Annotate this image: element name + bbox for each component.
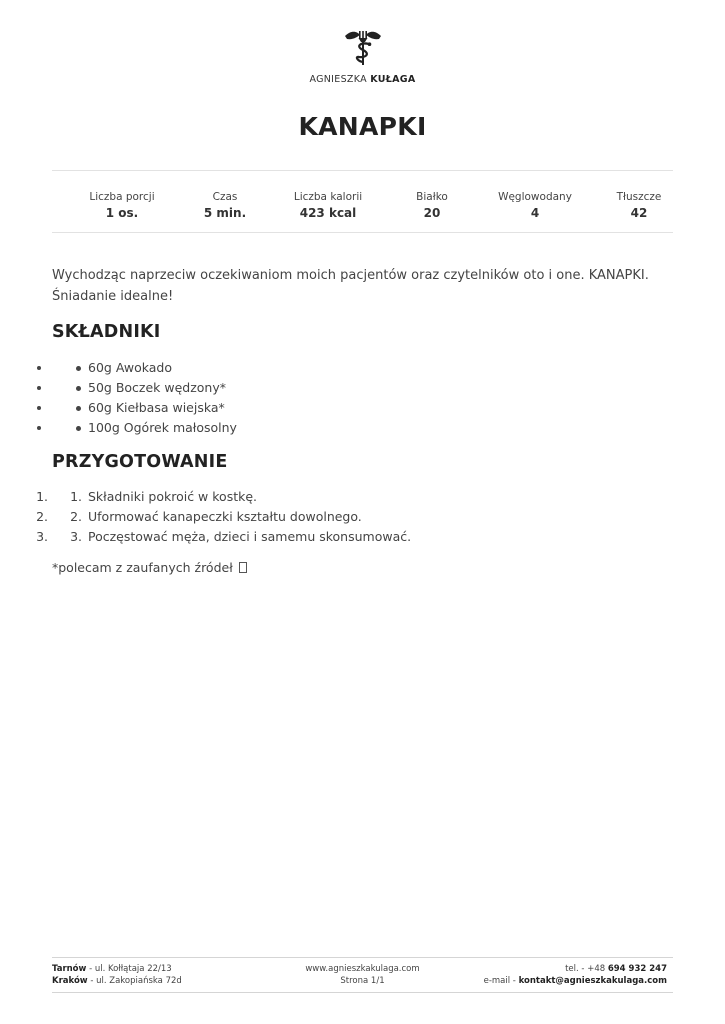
list-item: • 50g Boczek wędzony* [52, 378, 673, 398]
ingredients-list [52, 358, 673, 438]
list-item: • 60g Kiełbasa wiejska* [52, 398, 673, 418]
list-item: • 60g Awokado [52, 358, 673, 378]
page-footer [52, 957, 673, 993]
footer-page-number: Strona 1/1 [340, 975, 385, 986]
preparation-heading: PRZYGOTOWANIE [52, 452, 228, 472]
stat-calories [268, 191, 388, 220]
list-item: • 100g Ogórek małosolny [52, 418, 673, 438]
stat-label: Czas [212, 191, 238, 203]
stat-value: 423 kcal [299, 206, 357, 220]
list-item: 2. 2. Uformować kanapeczki kształtu dowolnego. [52, 507, 673, 527]
stat-label: Węglowodany [498, 191, 572, 203]
stat-value: 5 min. [203, 206, 247, 220]
step-number: 1. 1. [70, 489, 82, 504]
step-number: 2. 2. [70, 509, 82, 524]
recipe-title: KANAPKI [298, 112, 427, 141]
list-item: 1. 1. Składniki pokroić w kostkę. [52, 487, 673, 507]
stat-value: 20 [423, 206, 441, 220]
nutrition-stats-bar [52, 170, 673, 233]
footer-addresses: Tarnów - ul. Kołłątaja 22/13 Kraków - ul. Zakopiańska 72d [52, 964, 182, 986]
stat-protein [372, 191, 492, 220]
stat-value: 4 [530, 206, 540, 220]
footer-website-link[interactable]: www.agnieszkakulaga.com [305, 964, 420, 974]
stat-label: Białko [416, 191, 448, 203]
step-number: 3. 3. [70, 529, 82, 544]
stat-label: Liczba porcji [89, 191, 155, 203]
bullet-icon [76, 406, 81, 411]
recipe-intro: Wychodząc naprzeciw oczekiwaniom moich pacjentów oraz czytelników oto i one. KANAPKI. Śniadanie idealne! [52, 268, 649, 304]
stat-value: 1 os. [105, 206, 139, 220]
stat-time [165, 191, 285, 220]
list-item: 3. 3. Poczęstować męża, dzieci i samemu skonsumować. [52, 527, 673, 547]
missing-glyph-icon [239, 562, 247, 573]
sourcing-note: *polecam z zaufanych źródeł [52, 558, 247, 578]
footer-phone[interactable]: 694 932 247 [607, 964, 667, 974]
footer-contact: tel. - +48 694 932 247 e-mail - kontakt@agnieszkakulaga.com [483, 964, 667, 986]
stat-label: Liczba kalorii [293, 191, 363, 203]
stat-servings [62, 191, 182, 220]
footer-email-link[interactable]: kontakt@agnieszkakulaga.com [518, 975, 667, 986]
bullet-icon [76, 426, 81, 431]
caduceus-fork-icon [343, 28, 383, 68]
bullet-icon [76, 366, 81, 371]
stat-fat [579, 191, 699, 220]
stat-value: 42 [630, 206, 648, 220]
stat-label: Tłuszcze [616, 191, 662, 203]
bullet-icon [76, 386, 81, 391]
preparation-steps [52, 487, 673, 547]
header-logo [0, 28, 725, 85]
brand-name: AGNIESZKA KUŁAGA [309, 74, 416, 85]
stat-carbs [475, 191, 595, 220]
ingredients-heading: SKŁADNIKI [52, 322, 161, 342]
